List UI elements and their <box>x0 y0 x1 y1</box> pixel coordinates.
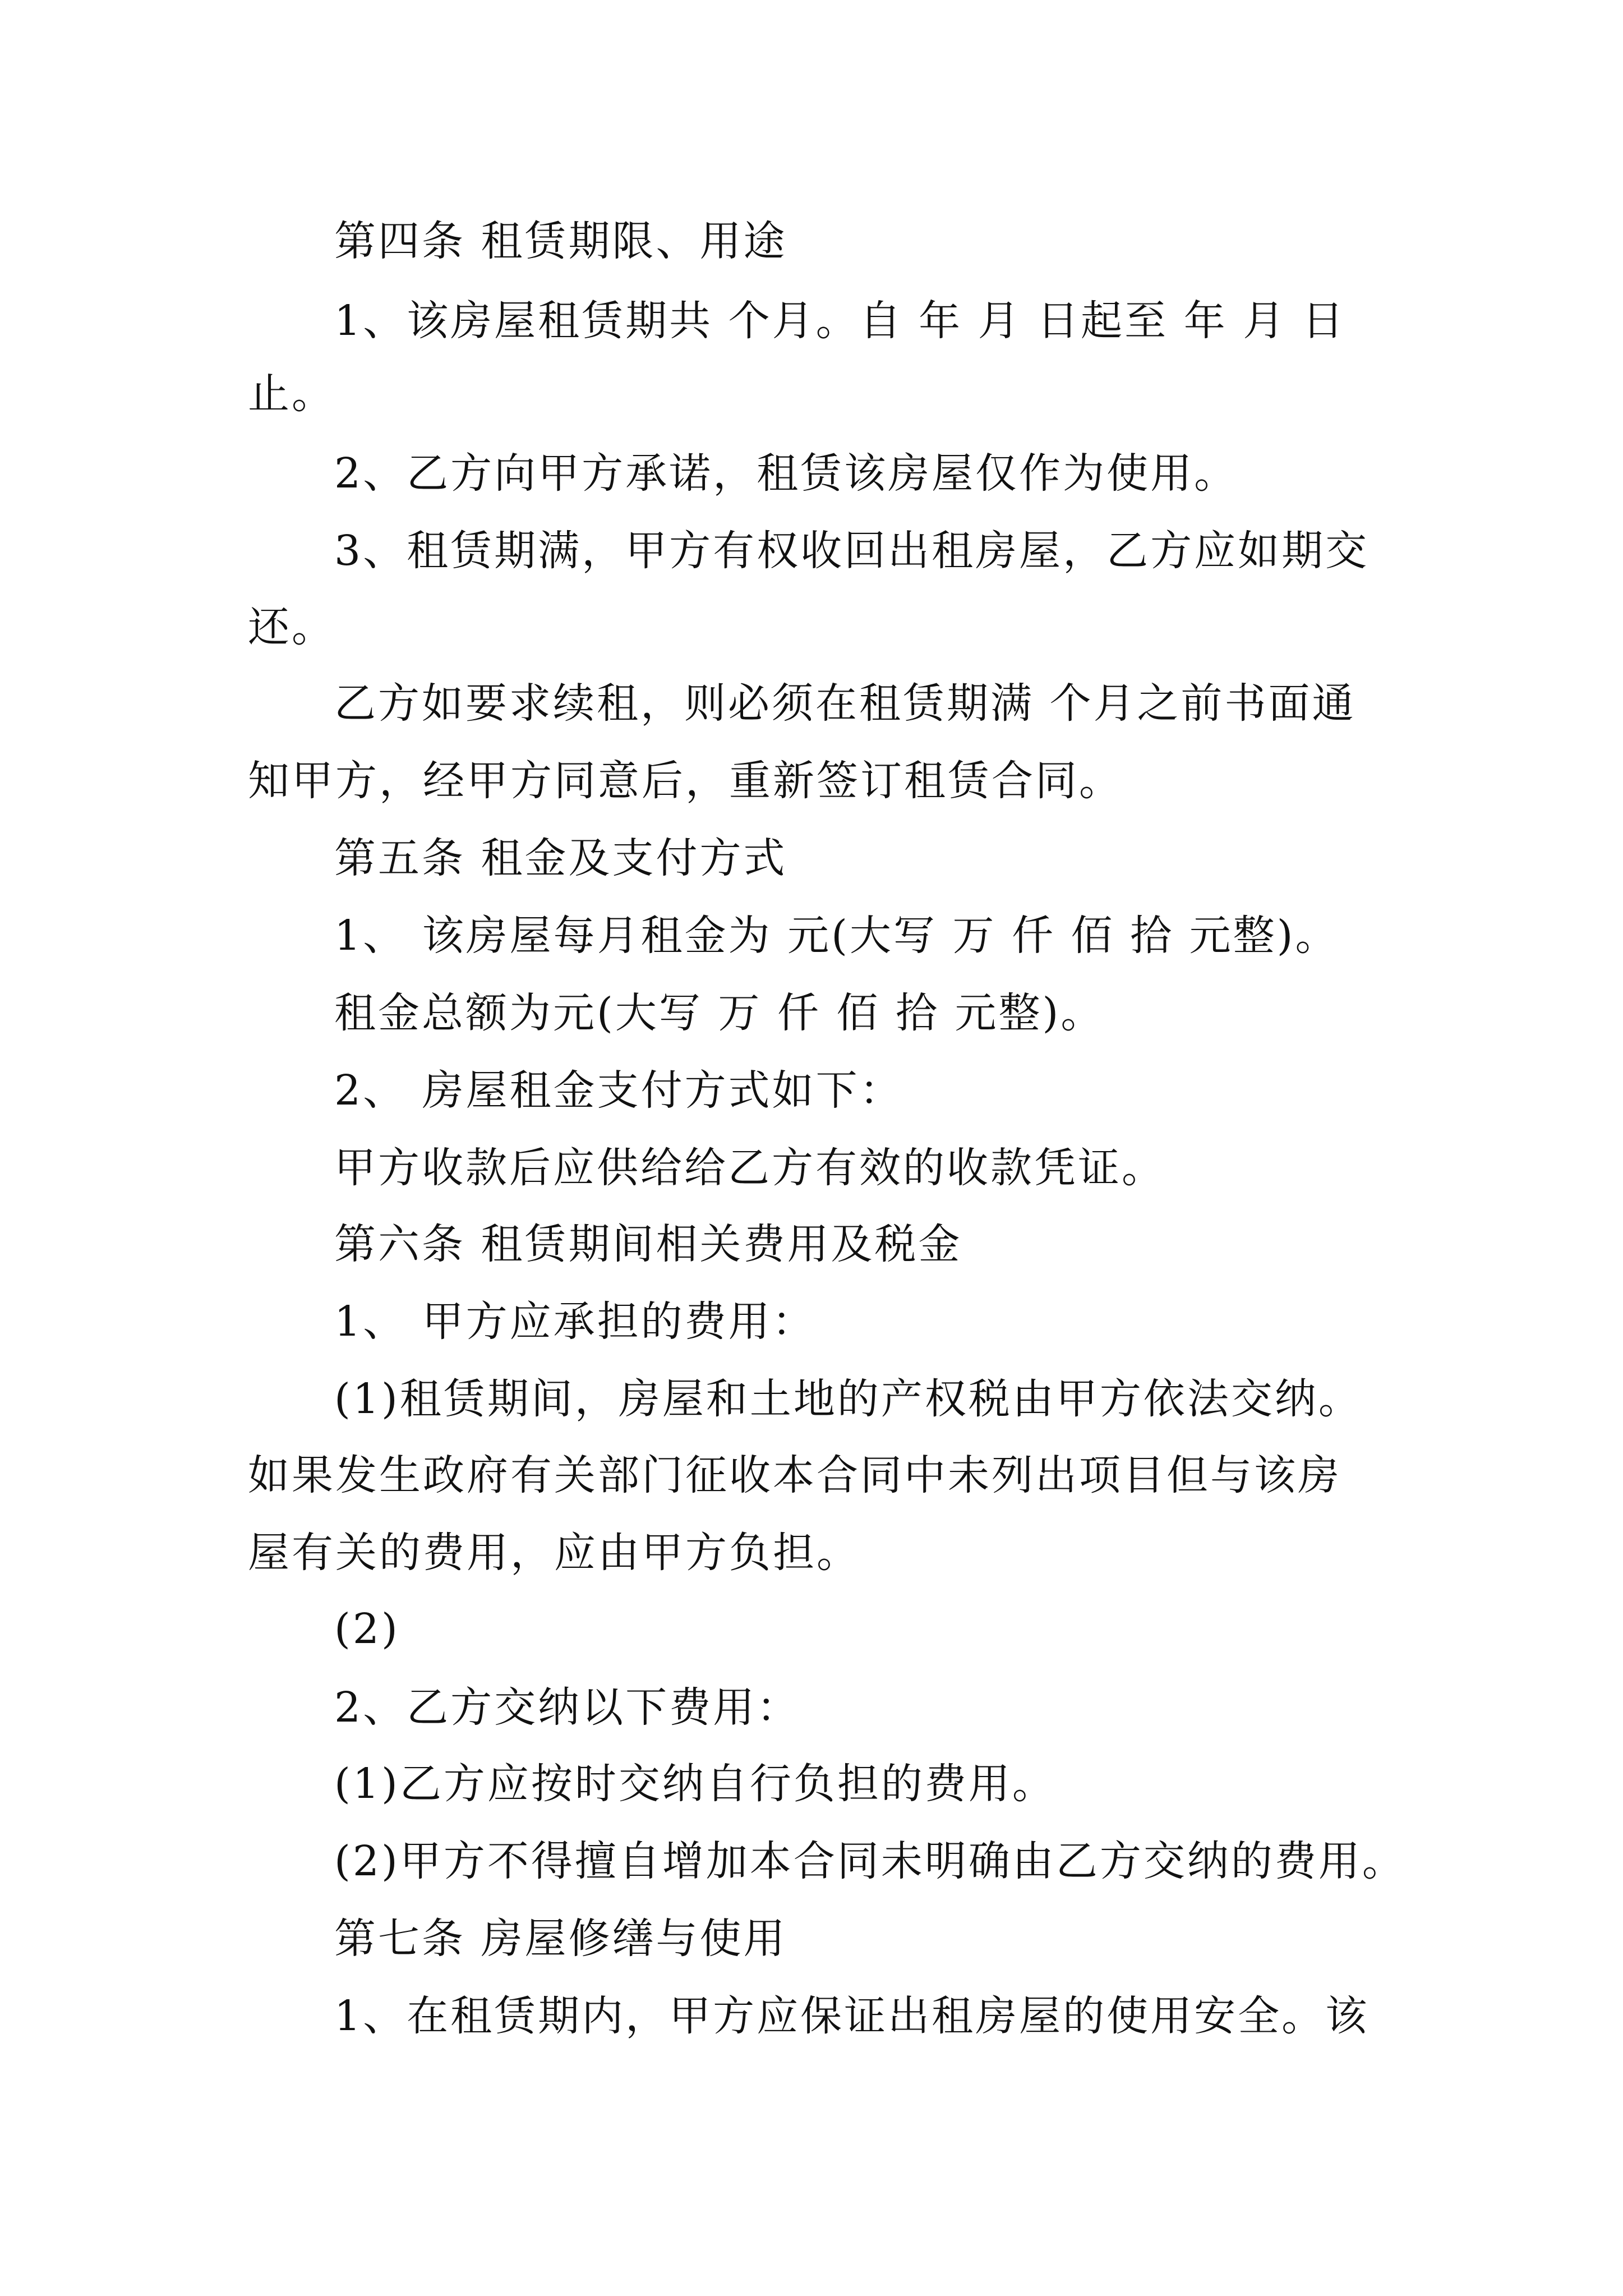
article-4-clause-1: 1、该房屋租赁期共 个月。自 年 月 日起至 年 月 日 <box>334 297 1346 345</box>
article-7-heading: 第七条 房屋修缮与使用 <box>334 1915 787 1963</box>
article-5-heading: 第五条 租金及支付方式 <box>334 834 787 882</box>
article-5-clause-1: 1、 该房屋每月租金为 元(大写 万 仟 佰 拾 元整)。 <box>334 912 1339 960</box>
renewal-paragraph: 乙方如要求续租，则必须在租赁期满 个月之前书面通 <box>334 679 1356 728</box>
article-6-clause-2-item-1: (1)乙方应按时交纳自行负担的费用。 <box>334 1760 1056 1808</box>
article-4-clause-3-cont: 还。 <box>248 603 335 651</box>
article-6-clause-2: 2、乙方交纳以下费用： <box>334 1683 801 1732</box>
article-4-heading: 第四条 租赁期限、用途 <box>334 217 787 265</box>
article-6-clause-1-item-2: (2) <box>334 1605 400 1653</box>
article-4-clause-3: 3、租赁期满，甲方有权收回出租房屋，乙方应如期交 <box>334 527 1370 575</box>
article-6-heading: 第六条 租赁期间相关费用及税金 <box>334 1220 962 1268</box>
article-4-clause-1-cont: 止。 <box>248 370 335 418</box>
article-6-clause-1: 1、 甲方应承担的费用： <box>334 1297 816 1346</box>
article-6-clause-2-item-2: (2)甲方不得擅自增加本合同未明确由乙方交纳的费用。 <box>334 1837 1406 1885</box>
article-7-clause-1: 1、在租赁期内，甲方应保证出租房屋的使用安全。该 <box>334 1992 1370 2040</box>
article-5-receipt: 甲方收款后应供给给乙方有效的收款凭证。 <box>334 1144 1165 1192</box>
article-6-clause-1-item-1-end: 屋有关的费用，应由甲方负担。 <box>248 1529 860 1577</box>
renewal-paragraph-cont: 知甲方，经甲方同意后，重新签订租赁合同。 <box>248 757 1123 805</box>
article-6-clause-1-item-1-cont: 如果发生政府有关部门征收本合同中未列出项目但与该房 <box>248 1451 1341 1499</box>
article-5-clause-2: 2、 房屋租金支付方式如下： <box>334 1066 903 1115</box>
article-5-rent-total: 租金总额为元(大写 万 仟 佰 拾 元整)。 <box>334 989 1105 1037</box>
article-4-clause-2: 2、乙方向甲方承诺，租赁该房屋仅作为使用。 <box>334 449 1238 498</box>
article-6-clause-1-item-1: (1)租赁期间，房屋和土地的产权税由甲方依法交纳。 <box>334 1375 1362 1423</box>
